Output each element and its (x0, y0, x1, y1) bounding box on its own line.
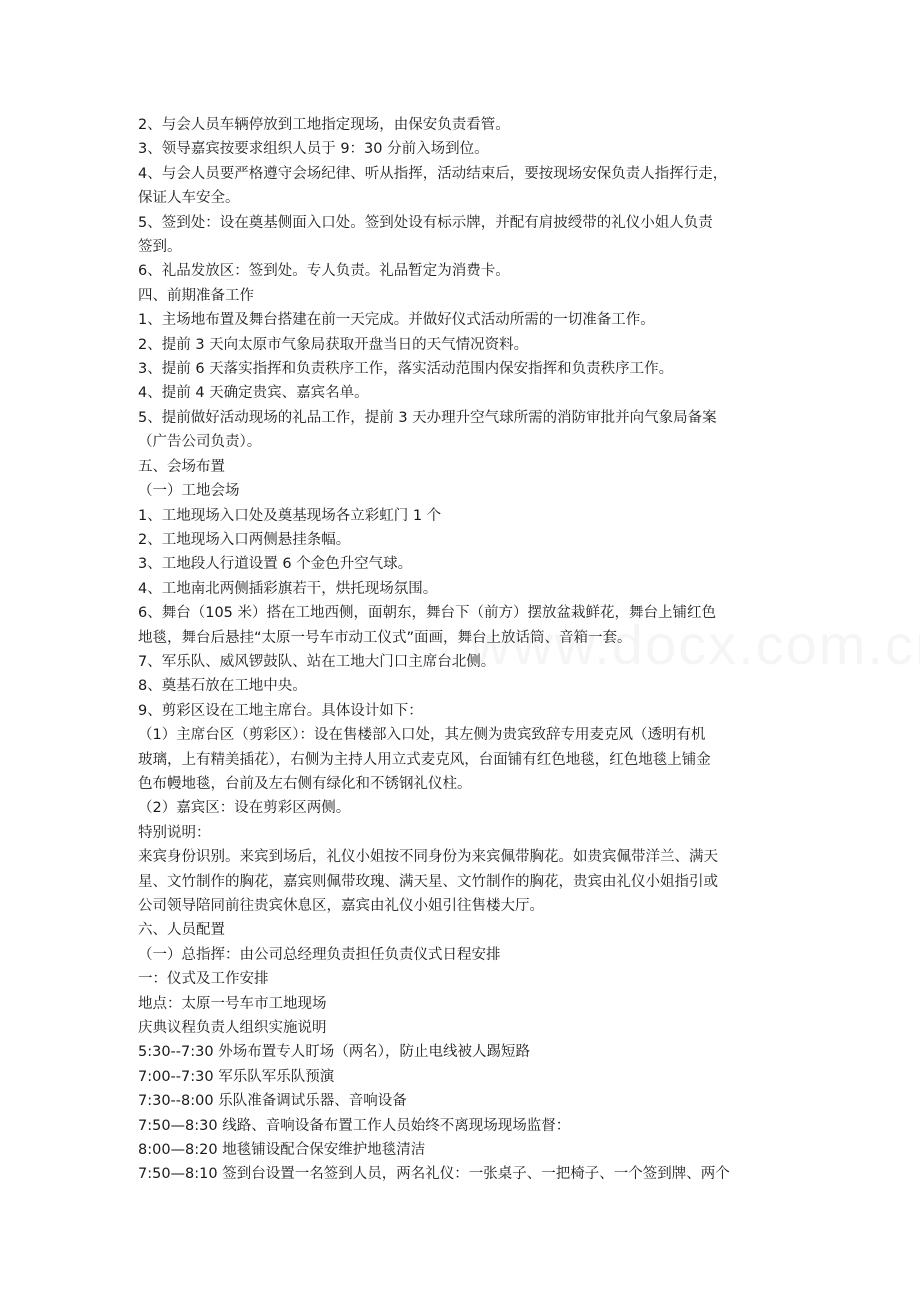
text-line: 特别说明： (138, 824, 211, 841)
text-line: （1）主席台区（剪彩区）：设在售楼部入口处，其左侧为贵宾致辞专用麦克风（透明有机 (138, 727, 706, 744)
text-line: 9、剪彩区设在工地主席台。具体设计如下： (138, 702, 423, 719)
text-line: 4、工地南北两侧插彩旗若干，烘托现场氛围。 (138, 580, 438, 597)
text-line: 5、签到处：设在奠基侧面入口处。签到处设有标示牌，并配有肩披绶带的礼仪小姐人负责 (138, 214, 713, 231)
text-line: 色布幔地毯，台前及左右侧有绿化和不锈钢礼仪柱。 (138, 775, 472, 792)
text-line: 7:00--7:30 军乐队军乐队预演 (138, 1068, 335, 1085)
text-line: 3、工地段人行道设置 6 个金色升空气球。 (138, 556, 413, 573)
text-line: 玻璃，上有精美插花），右侧为主持人用立式麦克风，台面铺有红色地毯，红色地毯上铺金 (138, 751, 711, 768)
text-line: 地毯，舞台后悬挂“太原一号车市动工仪式”面画，舞台上放话筒、音箱一套。 (138, 629, 632, 646)
text-line: 签到。 (138, 239, 182, 256)
text-line: 星、文竹制作的胸花，嘉宾则佩带玫瑰、满天星、文竹制作的胸花，贵宾由礼仪小姐指引或 (138, 873, 718, 890)
text-line: 7:30--8:00 乐队准备调试乐器、音响设备 (138, 1093, 407, 1110)
text-line: 5:30--7:30 外场布置专人盯场（两名），防止电线被人踢短路 (138, 1044, 530, 1061)
text-line: 4、提前 4 天确定贵宾、嘉宾名单。 (138, 385, 369, 402)
text-line: 4、与会人员要严格遵守会场纪律、听从指挥，活动结束后，要按现场安保负责人指挥行走， (138, 165, 728, 182)
text-line: 地点：太原一号车市工地现场 (138, 995, 327, 1012)
text-line: 1、主场地布置及舞台搭建在前一天完成。并做好仪式活动所需的一切准备工作。 (138, 312, 655, 329)
text-line: 3、提前 6 天落实指挥和负责秩序工作，落实活动范围内保安指挥和负责秩序工作。 (138, 361, 674, 378)
text-line: （一）总指挥：由公司总经理负责担任负责仪式日程安排 (138, 946, 501, 963)
text-line: 四、前期准备工作 (138, 287, 254, 304)
text-line: 5、提前做好活动现场的礼品工作，提前 3 天办理升空气球所需的消防审批并向气象局备案 (138, 409, 717, 426)
text-line: 8、奠基石放在工地中央。 (138, 678, 307, 695)
text-line: 公司领导陪同前往贵宾休息区，嘉宾由礼仪小姐引往售楼大厅。 (138, 898, 544, 914)
text-line: 一：仪式及工作安排 (138, 971, 269, 988)
text-line: 7、军乐队、威风锣鼓队、站在工地大门口主席台北侧。 (138, 653, 496, 670)
text-line: （一）工地会场 (138, 483, 240, 500)
text-line: （广告公司负责）。 (138, 434, 262, 451)
text-line: 7:50—8:10 签到台设置一名签到人员，两名礼仪：一张桌子、一把椅子、一个签到牌、两个 (138, 1166, 730, 1183)
text-line: 五、会场布置 (138, 458, 225, 475)
text-line: 2、工地现场入口两侧悬挂条幅。 (138, 531, 351, 548)
text-line: 6、舞台（105 米）搭在工地西侧，面朝东，舞台下（前方）摆放盆栽鲜花，舞台上铺红色 (138, 605, 717, 622)
text-line: 六、人员配置 (138, 922, 225, 939)
text-line: 庆典议程负责人组织实施说明 (138, 1020, 327, 1037)
text-line: 来宾身份识别。来宾到场后，礼仪小姐按不同身份为来宾佩带胸花。如贵宾佩带洋兰、满天 (138, 849, 718, 866)
text-line: 1、工地现场入口处及奠基现场各立彩虹门 1 个 (138, 507, 442, 524)
text-line: 8:00—8:20 地毯铺设配合保安维护地毯清洁 (138, 1142, 426, 1159)
text-line: 3、领导嘉宾按要求组织人员于 9：30 分前入场到位。 (138, 141, 489, 158)
text-line: 6、礼品发放区：签到处。专人负责。礼品暂定为消费卡。 (138, 263, 510, 280)
text-line: 2、提前 3 天向太原市气象局获取开盘当日的天气情况资料。 (138, 336, 529, 353)
document-body (138, 113, 786, 1187)
text-line: 2、与会人员车辆停放到工地指定现场，由保安负责看管。 (138, 117, 510, 133)
text-line: （2）嘉宾区：设在剪彩区两侧。 (138, 800, 351, 817)
text-line: 7:50—8:30 线路、音响设备布置工作人员始终不离现场现场监督： (138, 1117, 571, 1134)
text-line: 保证人车安全。 (138, 190, 240, 207)
